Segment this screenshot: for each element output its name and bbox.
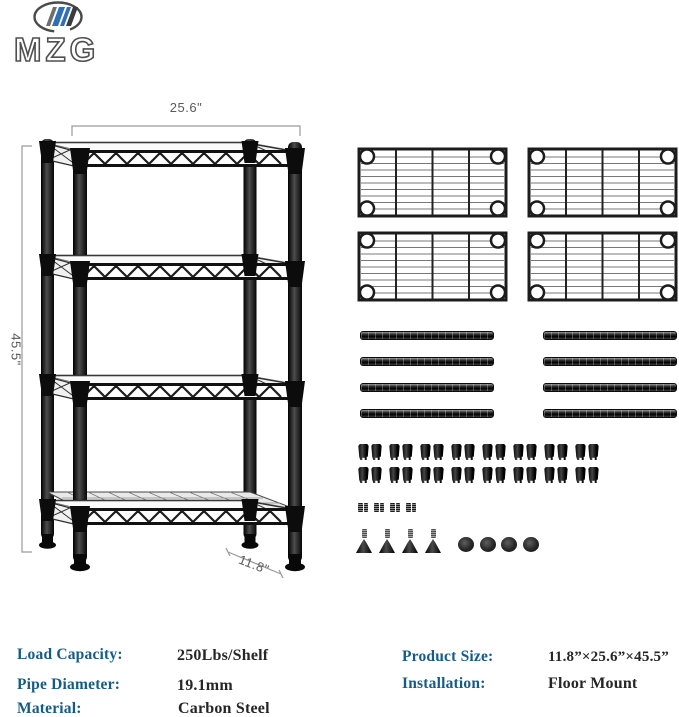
brand-logo [10, 0, 106, 68]
part-leveling-foot [402, 529, 418, 553]
spec-label-pipe-diameter: Pipe Diameter: [17, 676, 121, 693]
logo-emblem-icon [35, 3, 82, 32]
sleeve-cap [495, 444, 506, 460]
rack-post-front-left [73, 142, 87, 562]
sleeve-cap [451, 467, 462, 483]
sleeve-cap [420, 467, 431, 483]
rack-shelf-3 [39, 374, 305, 407]
part-pole [360, 383, 494, 392]
rack-post-front-right [288, 142, 302, 562]
part-pole [543, 409, 677, 418]
part-shelf-panel [357, 147, 508, 218]
part-connector [358, 503, 368, 512]
sleeve-cap [371, 467, 382, 483]
spec-value-pipe-diameter: 19.1mm [177, 677, 233, 694]
part-leveling-foot [379, 529, 395, 553]
height-dimension-line [22, 146, 32, 552]
rack-post-back-left [41, 139, 54, 539]
spec-value-material: Carbon Steel [178, 700, 270, 717]
sleeve-cap [358, 467, 369, 483]
sleeve-cap [588, 444, 599, 460]
sleeve-cap [575, 444, 586, 460]
width-dimension-line [72, 126, 300, 136]
part-foot-pad [458, 537, 474, 552]
part-foot-pad [480, 537, 496, 552]
spec-label-material: Material: [17, 700, 82, 717]
sleeve-cap [433, 444, 444, 460]
sleeve-cap [495, 467, 506, 483]
rack-shelf-2 [39, 254, 305, 287]
sleeve-cap [544, 467, 555, 483]
part-connector [390, 503, 400, 512]
part-pole [543, 383, 677, 392]
part-foot-pad [523, 537, 539, 552]
part-pole [360, 409, 494, 418]
sleeve-cap [402, 467, 413, 483]
sleeve-cap [464, 467, 475, 483]
sleeve-cap [402, 444, 413, 460]
depth-dimension-label: 11.8" [236, 551, 272, 578]
spec-label-product-size: Product Size: [402, 648, 494, 665]
part-pole [360, 331, 494, 340]
spec-value-product-size: 11.8”×25.6”×45.5” [548, 649, 669, 665]
sleeve-cap [389, 444, 400, 460]
rack-shelf-1 [39, 141, 305, 174]
part-pole [543, 331, 677, 340]
sleeve-cap [389, 467, 400, 483]
part-pole [543, 357, 677, 366]
sleeve-cap [513, 467, 524, 483]
brand-wordmark: MZG [14, 31, 100, 68]
sleeve-cap [513, 444, 524, 460]
sleeve-cap [371, 444, 382, 460]
part-connector [406, 503, 416, 512]
height-dimension-label: 45.5" [8, 333, 24, 366]
sleeve-cap [526, 467, 537, 483]
sleeve-cap [544, 444, 555, 460]
part-leveling-foot [356, 529, 372, 553]
sleeve-cap-row [358, 444, 599, 460]
part-connector [374, 503, 384, 512]
sleeve-cap [575, 467, 586, 483]
spec-value-installation: Floor Mount [548, 675, 638, 692]
spec-label-installation: Installation: [402, 675, 486, 692]
sleeve-cap [420, 444, 431, 460]
width-dimension-label: 25.6" [169, 100, 203, 115]
rack-shelf-4 [39, 499, 305, 532]
part-leveling-foot [425, 529, 441, 553]
spec-label-load-capacity: Load Capacity: [17, 646, 123, 663]
part-shelf-panel [357, 231, 508, 302]
spec-value-load-capacity: 250Lbs/Shelf [177, 647, 269, 664]
part-foot-pad [501, 537, 517, 552]
part-shelf-panel [527, 231, 678, 302]
part-shelf-panel [527, 147, 678, 218]
sleeve-cap [526, 444, 537, 460]
sleeve-cap [464, 444, 475, 460]
sleeve-cap [482, 467, 493, 483]
sleeve-cap [557, 444, 568, 460]
sleeve-cap [358, 444, 369, 460]
sleeve-cap [557, 467, 568, 483]
sleeve-cap-row [358, 467, 599, 483]
part-pole [360, 357, 494, 366]
sleeve-cap [482, 444, 493, 460]
sleeve-cap [451, 444, 462, 460]
rack-post-back-right [244, 139, 257, 539]
sleeve-cap [433, 467, 444, 483]
sleeve-cap [588, 467, 599, 483]
rack-illustration [0, 95, 330, 590]
